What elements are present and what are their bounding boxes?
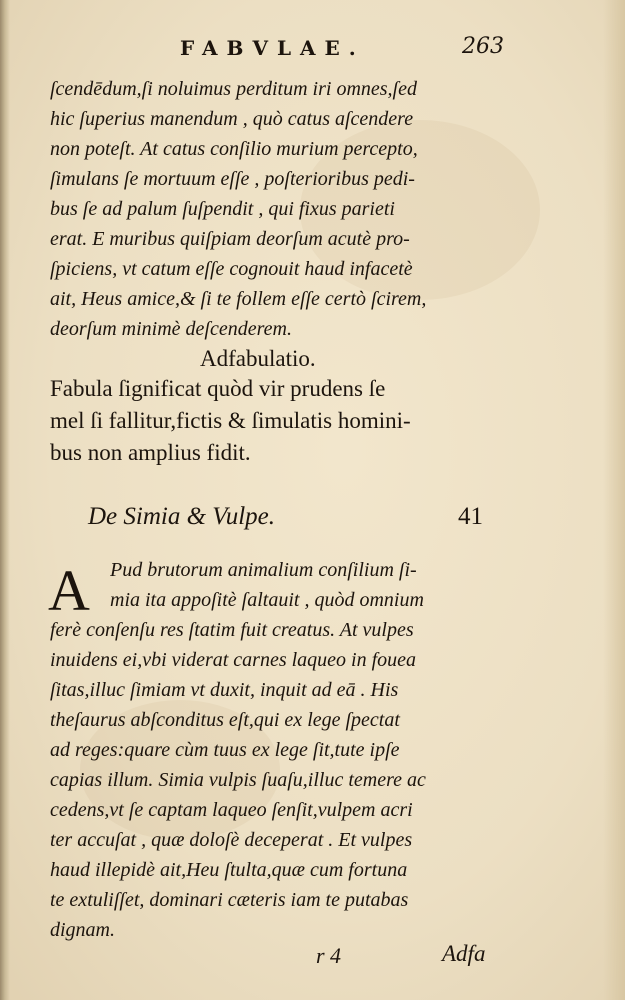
running-head <box>0 32 625 64</box>
fable-number: 41 <box>458 503 483 530</box>
text-line: Pud brutorum animalium conſilium ſi- <box>110 559 417 581</box>
text-line: bus ſe ad palum ſuſpendit , qui fixus parieti <box>50 198 395 220</box>
moral-heading: Adfabulatio. <box>200 346 316 371</box>
text-line: ſitas,illuc ſimiam vt duxit, inquit ad eā . His <box>50 679 399 701</box>
text-line: mel ſi fallitur,fictis & ſimulatis homini- <box>50 408 411 433</box>
text-line: Fabula ſignificat quòd vir prudens ſe <box>50 376 386 401</box>
text-line: haud illepidè ait,Heu ſtulta,quæ cum fortuna <box>50 859 408 881</box>
catchword: Adfa <box>442 941 486 966</box>
moral-text <box>50 373 505 469</box>
page-number: 263 <box>462 34 504 59</box>
text-line: bus non amplius fidit. <box>50 440 251 465</box>
text-line: ferè conſenſu res ſtatim fuit creatus. At vulpes <box>50 619 414 641</box>
page-gutter-shadow <box>0 0 10 1000</box>
text-line: te extuliſſet, dominari cæteris iam te putabas <box>50 889 409 911</box>
fable-title: De Simia & Vulpe. <box>88 503 275 530</box>
text-line: ait, Heus amice,& ſi te follem eſſe certò ſcirem, <box>50 288 427 310</box>
text-line: theſaurus abſconditus eſt,qui ex lege ſpectat <box>50 709 400 731</box>
text-line: ſpiciens, vt catum eſſe cognouit haud infacetè <box>50 258 413 280</box>
text-line: dignam. <box>50 919 115 941</box>
text-line: erat. E muribus quiſpiam deorſum acutè pro- <box>50 228 410 250</box>
text-line: inuidens ei,vbi viderat carnes laqueo in fouea <box>50 649 417 671</box>
text-line: deorſum minimè deſcenderem. <box>50 318 292 340</box>
page-edge <box>603 0 625 1000</box>
text-line: hic ſuperius manendum , quò catus aſcendere <box>50 108 414 130</box>
text-line: ſcendēdum,ſi noluimus perditum iri omnes,ſed <box>50 78 417 100</box>
fable-41-text <box>50 615 505 945</box>
text-line: ter accuſat , quæ doloſè deceperat . Et vulpes <box>50 829 413 851</box>
signature-mark: r 4 <box>316 943 342 968</box>
text-line: non poteſt. At catus conſilio murium percepto, <box>50 138 418 160</box>
running-title: FABVLAE. <box>180 36 365 60</box>
text-line: ſimulans ſe mortuum eſſe , poſterioribus pedi- <box>50 168 415 190</box>
text-line: ad reges:quare cùm tuus ex lege ſit,tute ipſe <box>50 739 400 761</box>
text-line: mia ita appoſitè ſaltauit , quòd omnium <box>110 589 424 611</box>
text-line: capias illum. Simia vulpis ſuaſu,illuc temere ac <box>50 769 426 791</box>
drop-cap: A <box>48 558 90 623</box>
text-line: cedens,vt ſe captam laqueo ſenſit,vulpem acri <box>50 799 413 821</box>
fable-41-opening <box>110 555 505 615</box>
fable-40-text <box>50 74 505 344</box>
